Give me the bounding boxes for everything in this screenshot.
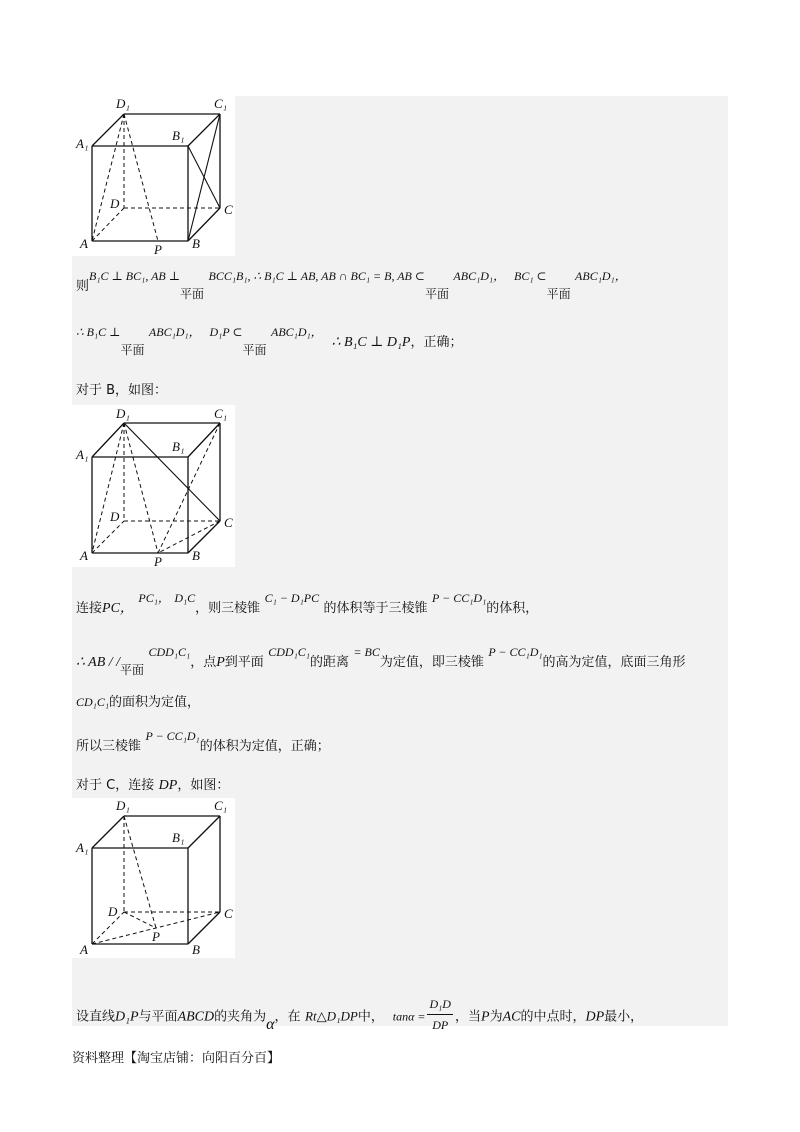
math-expr: CDD₁C₁: [148, 645, 191, 659]
math-expr: ∴ B₁C ⊥: [76, 325, 121, 339]
math-expr: DP: [585, 1009, 605, 1025]
text-is: 为: [489, 1009, 503, 1025]
math-expr: C₁ − D₁PC: [264, 591, 320, 605]
text-for-c: 对于 C，连接: [76, 778, 155, 793]
cube-figure-1: [72, 96, 235, 256]
label-D1: D₁: [116, 406, 130, 421]
plane-word: 平面: [424, 287, 449, 301]
text-minimum: 最小，: [604, 1009, 644, 1025]
label-A: A: [80, 236, 88, 251]
text-correct: ，正确；: [410, 335, 463, 350]
label-C: C: [224, 515, 233, 530]
text-volume: 的体积，: [486, 601, 539, 616]
label-B1: B₁: [172, 128, 185, 143]
label-C: C: [224, 906, 233, 921]
cube-diagram-2: [72, 405, 235, 567]
math-expr: B₁C ⊥ BC₁, AB ⊥: [89, 269, 181, 283]
cube-figure-3: [72, 798, 235, 958]
label-D: D: [110, 509, 120, 524]
text-ze: 则: [76, 279, 90, 294]
math-expr: P − CC₁D₁: [432, 591, 487, 605]
text-equals: 的体积等于三棱锥: [323, 601, 428, 616]
label-B1: B₁: [172, 439, 185, 454]
math-expr: PC₁，: [138, 591, 170, 605]
math-expr: P: [216, 655, 225, 670]
text-middle: 中，: [357, 1009, 384, 1025]
text-line-9: [76, 996, 643, 1037]
text-to-plane: 到平面: [224, 655, 264, 670]
text-area: 的面积为定值，: [109, 695, 201, 710]
label-A1: A₁: [76, 136, 89, 151]
math-expr: ABC₁D₁，: [453, 269, 506, 283]
text-line-7: [76, 729, 330, 757]
math-expr: BC₁ ⊂: [514, 269, 547, 283]
text-line-3: 对于 B，如图：: [76, 383, 168, 398]
text-distance: 的距离: [309, 655, 349, 670]
label-P: P: [154, 554, 162, 567]
label-D1: D₁: [116, 96, 130, 111]
text-as-figure: ，如图：: [177, 778, 230, 793]
math-expr: ABC₁D₁，: [270, 325, 323, 339]
math-expr: P − CC₁D₁: [488, 645, 543, 659]
text-line-1: [76, 269, 627, 301]
text-with-plane: 与平面: [138, 1009, 178, 1025]
label-C1: C₁: [214, 798, 228, 813]
math-expr: = BC: [353, 645, 380, 659]
math-expr: D₁P: [115, 1009, 139, 1025]
fraction-denominator: DP: [432, 1018, 449, 1032]
text-constant: 为定值，即三棱锥: [379, 655, 484, 670]
footer-source: 资料整理【淘宝店铺：向阳百分百】: [72, 1051, 281, 1066]
label-C1: C₁: [214, 96, 228, 111]
text-midpoint: 的中点时，: [520, 1009, 586, 1025]
math-expr: CDD₁C₁: [268, 645, 310, 659]
text-line-4: [76, 591, 539, 619]
math-expr: Rt△D₁DP: [305, 1008, 358, 1024]
text-angle: 的夹角为: [214, 1009, 267, 1025]
text-height: 的高为定值，底面三角形: [542, 655, 686, 670]
math-expr: D₁C: [174, 591, 196, 605]
cube-figure-2: [72, 405, 235, 567]
fraction: [427, 994, 453, 1035]
plane-word: 平面: [120, 343, 145, 357]
label-B: B: [192, 942, 200, 957]
text-when: ，当: [454, 1009, 481, 1025]
label-A1: A₁: [76, 840, 89, 855]
label-P: P: [154, 242, 162, 256]
label-B: B: [192, 236, 200, 251]
math-expr: ABCD: [177, 1009, 215, 1025]
text-correct: 的体积为定值，正确；: [199, 739, 330, 754]
math-expr: ∴ AB / /: [76, 655, 121, 670]
math-expr: P − CC₁D₁: [145, 729, 200, 743]
text-line-6: [76, 692, 200, 713]
label-B1: B₁: [172, 830, 185, 845]
cube-diagram-3: [72, 798, 235, 958]
math-expr: ABC₁D₁，: [575, 269, 627, 283]
plane-word: 平面: [120, 663, 145, 677]
label-P: P: [152, 929, 160, 944]
label-D: D: [110, 196, 120, 211]
plane-word: 平面: [180, 287, 205, 301]
label-B: B: [192, 548, 200, 563]
math-expr: ABC₁D₁，: [148, 325, 201, 339]
text-let-line: 设直线: [76, 1009, 116, 1025]
math-expr: DP: [158, 778, 178, 793]
math-expr: PC，: [102, 601, 134, 616]
text-line-2: [76, 325, 463, 357]
text-in: ，在: [274, 1009, 301, 1025]
math-expr: tanα =: [392, 1009, 426, 1024]
fraction-numerator: D₁D: [427, 994, 453, 1015]
text-so: 所以三棱锥: [76, 739, 142, 754]
label-A: A: [80, 548, 88, 563]
math-expr: AC: [502, 1009, 521, 1025]
text-connect: 连接: [76, 601, 103, 616]
math-expr: BCC₁B₁, ∴ B₁C ⊥ AB, AB ∩ BC₁ = B, AB ⊂: [208, 269, 425, 283]
label-D: D: [108, 904, 118, 919]
math-expr: D₁P ⊂: [209, 325, 243, 339]
math-expr: CD₁C₁: [76, 695, 110, 709]
plane-word: 平面: [546, 287, 571, 301]
math-expr: ∴ B₁C ⊥ D₁P: [331, 335, 411, 350]
cube-diagram-1: [72, 96, 235, 256]
label-C1: C₁: [214, 406, 228, 421]
text-point: ，点: [190, 655, 217, 670]
text-line-8: [76, 775, 229, 796]
label-A1: A₁: [76, 447, 89, 462]
label-A: A: [80, 942, 88, 957]
math-expr: P: [481, 1009, 490, 1025]
text-then: ，则三棱锥: [195, 601, 261, 616]
label-D1: D₁: [116, 798, 130, 813]
plane-word: 平面: [242, 343, 267, 357]
math-alpha: α: [266, 1015, 275, 1033]
text-line-5: [76, 645, 686, 677]
label-C: C: [224, 202, 233, 217]
